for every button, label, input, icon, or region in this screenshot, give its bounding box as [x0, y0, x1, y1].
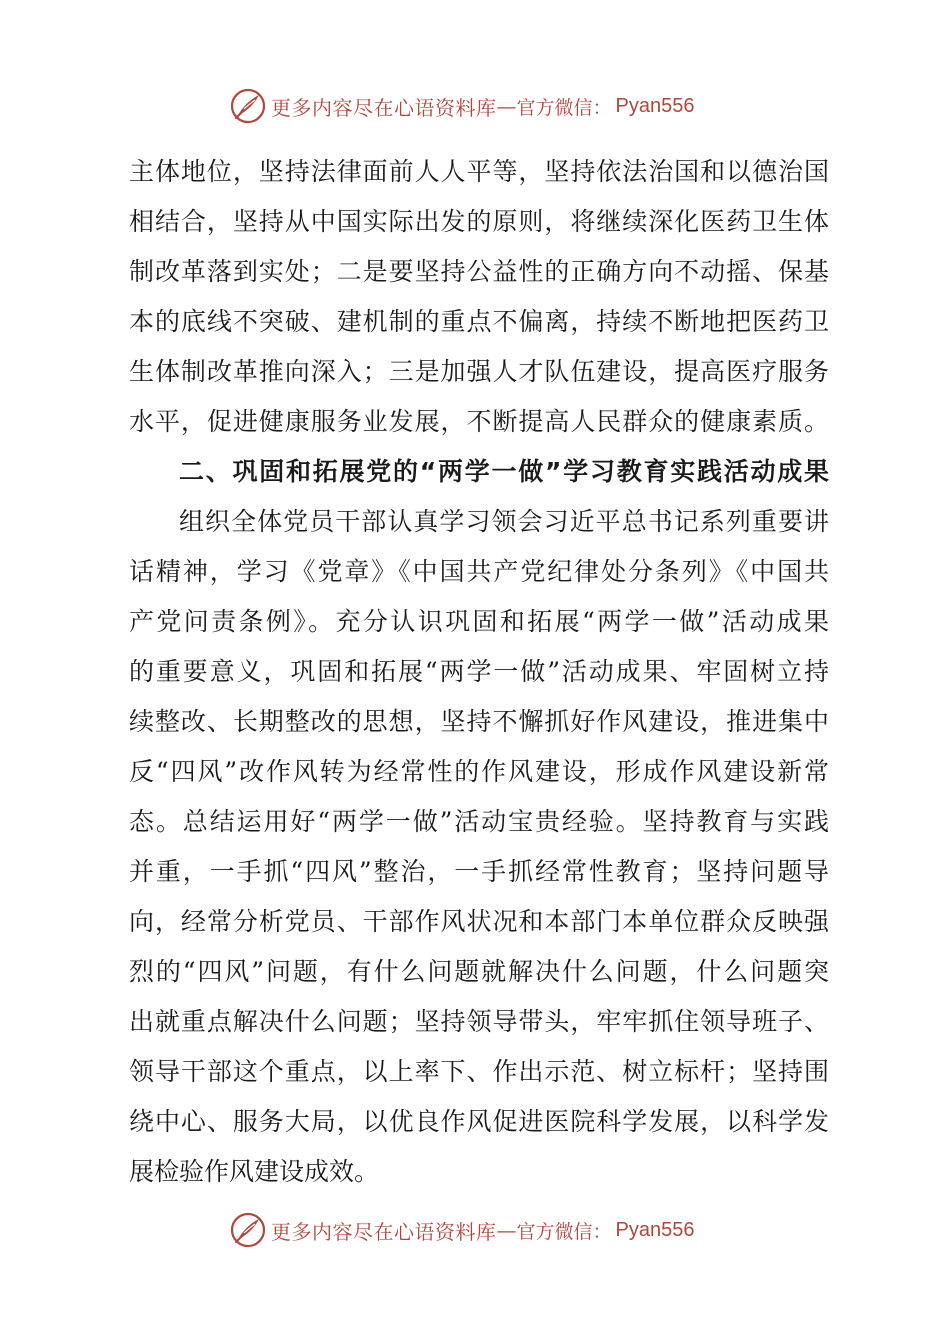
text-line: 话精神，学习《党章》《中国共产党纪律处分条列》《中国共: [129, 557, 829, 586]
text-line: 烈的“四风”问题，有什么问题就解决什么问题，什么问题突: [129, 957, 829, 986]
text-line: 并重，一手抓“四风”整治，一手抓经常性教育；坚持问题导: [129, 857, 829, 886]
text-line: 向，经常分析党员、干部作风状况和本部门本单位群众反映强: [129, 907, 829, 936]
text-line: 出就重点解决什么问题；坚持领导带头，牢牢抓住领导班子、: [129, 1007, 829, 1036]
text-line: 水平，促进健康服务业发展，不断提高人民群众的健康素质。: [129, 407, 829, 436]
banner-wechat-id: Pyan556: [615, 1218, 695, 1241]
text-line: 领导干部这个重点，以上率下、作出示范、树立标杆；坚持围: [129, 1057, 829, 1086]
text-line: 的重要意义，巩固和拓展“两学一做”活动成果、牢固树立持: [129, 657, 829, 686]
quill-logo-icon: [229, 87, 267, 125]
text-line: 主体地位，坚持法律面前人人平等，坚持依法治国和以德治国: [129, 157, 829, 186]
text-line: 续整改、长期整改的思想，坚持不懈抓好作风建设，推进集中: [129, 707, 829, 736]
text-line: 生体制改革推向深入；三是加强人才队伍建设，提高医疗服务: [129, 357, 829, 386]
text-line: 制改革落到实处；二是要坚持公益性的正确方向不动摇、保基: [129, 257, 829, 286]
banner-label: 官方微信：: [516, 1220, 612, 1243]
banner-label: 官方微信：: [516, 96, 612, 119]
text-line: 绕中心、服务大局，以优良作风促进医院科学发展，以科学发: [129, 1107, 829, 1136]
text-line: 态。总结运用好“两学一做”活动宝贵经验。坚持教育与实践: [129, 807, 829, 836]
text-line: 产党问责条例》。充分认识巩固和拓展“两学一做”活动成果: [129, 607, 829, 636]
text-line: 反“四风”改作风转为经常性的作风建设，形成作风建设新常: [129, 757, 829, 786]
banner-separator: —: [496, 94, 517, 118]
banner-wechat-id: Pyan556: [615, 94, 695, 117]
banner-text: 更多内容尽在心语资料库: [271, 95, 497, 120]
section-heading: 二、巩固和拓展党的“两学一做”学习教育实践活动成果: [179, 457, 829, 486]
text-line: 本的底线不突破、建机制的重点不偏离，持续不断地把医药卫: [129, 307, 829, 336]
quill-logo-icon: [229, 1211, 267, 1249]
footer-banner: [229, 1210, 694, 1250]
text-line: 相结合，坚持从中国实际出发的原则，将继续深化医药卫生体: [129, 207, 829, 236]
header-banner: [229, 86, 694, 126]
text-line: 组织全体党员干部认真学习领会习近平总书记系列重要讲: [179, 507, 829, 536]
text-line: 展检验作风建设成效。: [129, 1157, 380, 1186]
banner-separator: —: [496, 1218, 517, 1242]
banner-text: 更多内容尽在心语资料库: [271, 1219, 497, 1244]
